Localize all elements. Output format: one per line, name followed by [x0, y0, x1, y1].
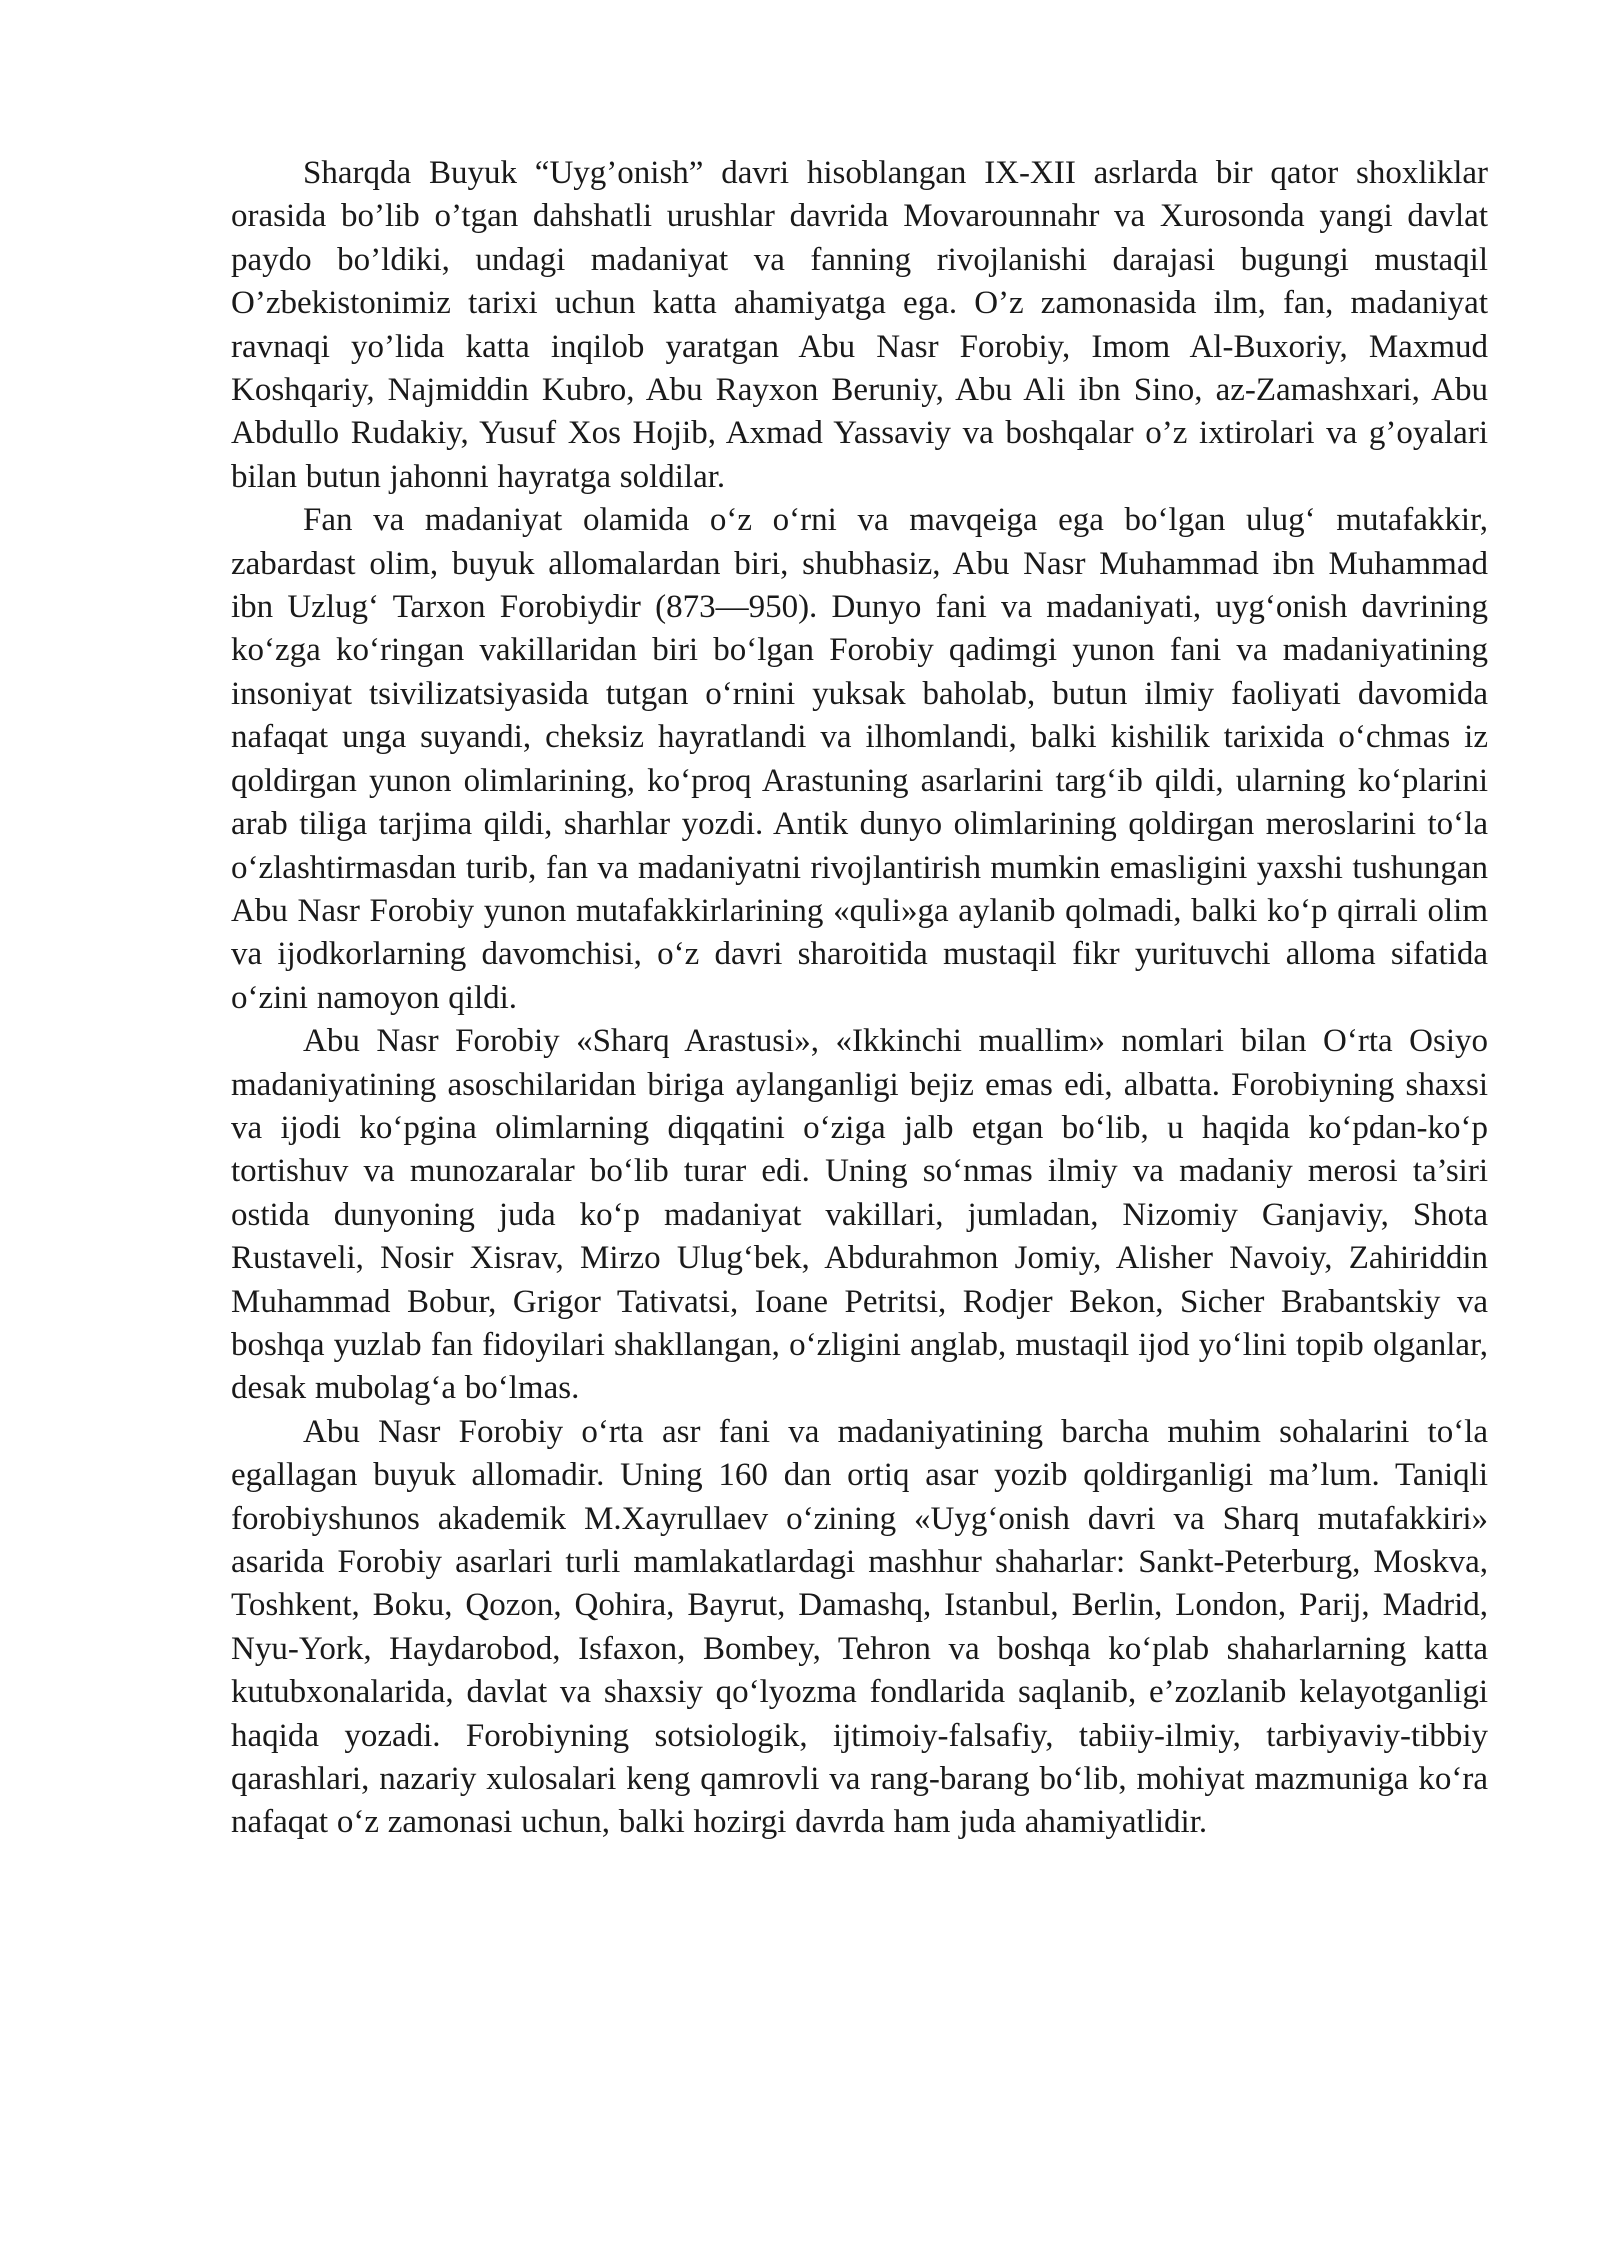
paragraph-sharq-arastusi: Abu Nasr Forobiy «Sharq Arastusi», «Ikkinchi muallim» nomlari bilan Oʻrta Osiyo madaniyatining asoschilaridan biriga aylanganligi bejiz emas edi, albatta. Forobiyning shaxsi va ijodi koʻpgina olimlarning diqqatini oʻziga jalb etgan boʻlib, u haqida koʻpdan-koʻp tortishuv va munozaralar boʻlib turar edi. Uning soʻnmas ilmiy va madaniy merosi ta’siri ostida dunyoning juda koʻp madaniyat vakillari, jumladan, Nizomiy Ganjaviy, Shota Rustaveli, Nosir Xisrav, Mirzo Ulugʻbek, Abdurahmon Jomiy, Alisher Navoiy, Zahiriddin Muhammad Bobur, Grigor Tativatsi, Ioane Petritsi, Rodjer Bekon, Sicher Brabantskiy va boshqa yuzlab fan fidoyilari shakllangan, oʻzligini anglab, mustaqil ijod yoʻlini topib olganlar, desak mubolagʻa boʻlmas.	[231, 1023, 1488, 1407]
paragraph-forobiy-intro: Fan va madaniyat olamida oʻz oʻrni va mavqeiga ega boʻlgan ulugʻ mutafakkir, zabardast olim, buyuk allomalardan biri, shubhasiz, Abu Nasr Muhammad ibn Muhammad ibn Uzlugʻ Tarxon Forobiydir (873—950). Dunyo fani va madaniyati, uygʻonish davrining koʻzga koʻringan vakillaridan biri boʻlgan Forobiy qadimgi yunon fani va madaniyatining insoniyat tsivilizatsiyasida tutgan oʻrnini yuksak baholab, butun ilmiy faoliyati davomida nafaqat unga suyandi, cheksiz hayratlandi va ilhomlandi, balki kishilik tarixida oʻchmas iz qoldirgan yunon olimlarining, koʻproq Arastuning asarlarini targʻib qildi, ularning koʻplarini arab tiliga tarjima qildi, sharhlar yozdi. Antik dunyo olimlarining qoldirgan meroslarini toʻla oʻzlashtirmasdan turib, fan va madaniyatni rivojlantirish mumkin emasligini yaxshi tushungan Abu Nasr Forobiy yunon mutafakkirlarining «quli»ga aylanib qolmadi, balki koʻp qirrali olim va ijodkorlarning davomchisi, oʻz davri sharoitida mustaqil fikr yurituvchi alloma sifatida oʻzini namoyon qildi.	[231, 502, 1488, 1016]
paragraph-uygonish-era: Sharqda Buyuk “Uyg’onish” davri hisoblangan IX-XII asrlarda bir qator shoxliklar orasida bo’lib o’tgan dahshatli urushlar davrida Movarounnahr va Xurosonda yangi davlat paydo bo’ldiki, undagi madaniyat va fanning rivojlanishi darajasi bugungi mustaqil O’zbekistonimiz tarixi uchun katta ahamiyatga ega. O’z zamonasida ilm, fan, madaniyat ravnaqi yo’lida katta inqilob yaratgan Abu Nasr Forobiy, Imom Al-Buxoriy, Maxmud Koshqariy, Najmiddin Kubro, Abu Rayxon Beruniy, Abu Ali ibn Sino, az-Zamashxari, Abu Abdullo Rudakiy, Yusuf Xos Hojib, Axmad Yassaviy va boshqalar o’z ixtirolari va g’oyalari bilan butun jahonni hayratga soldilar.	[231, 155, 1488, 495]
paragraph-forobiy-works: Abu Nasr Forobiy oʻrta asr fani va madaniyatining barcha muhim sohalarini toʻla egallagan buyuk allomadir. Uning 160 dan ortiq asar yozib qoldirganligi ma’lum. Taniqli forobiyshunos akademik M.Xayrullaev oʻzining «Uygʻonish davri va Sharq mutafakkiri» asarida Forobiy asarlari turli mamlakatlardagi mashhur shaharlar: Sankt-Peterburg, Moskva, Toshkent, Boku, Qozon, Qohira, Bayrut, Damashq, Istanbul, Berlin, London, Parij, Madrid, Nyu-York, Haydarobod, Isfaxon, Bombey, Tehron va boshqa koʻplab shaharlarning katta kutubxonalarida, davlat va shaxsiy qoʻlyozma fondlarida saqlanib, e’zozlanib kelayotganligi haqida yozadi. Forobiyning sotsiologik, ijtimoiy-falsafiy, tabiiy-ilmiy, tarbiyaviy-tibbiy qarashlari, nazariy xulosalari keng qamrovli va rang-barang boʻlib, mohiyat mazmuniga koʻra nafaqat oʻz zamonasi uchun, balki hozirgi davrda ham juda ahamiyatlidir.	[231, 1413, 1488, 1841]
document-body	[231, 152, 1488, 1845]
